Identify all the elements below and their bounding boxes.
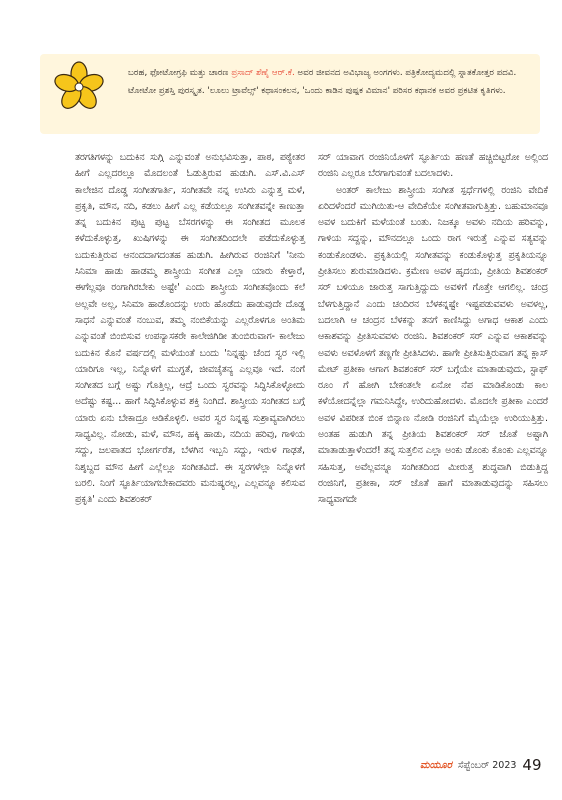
bio-text-before: ಬರಹ, ಫೋಟೋಗ್ರಫಿ ಮತ್ತು ಚಾರಣ: [128, 68, 232, 78]
article-column-left: [75, 150, 305, 509]
article-paragraph: ಅಂತರ್ ಕಾಲೇಜು ಶಾಸ್ತ್ರೀಯ ಸಂಗೀತ ಸ್ಪರ್ಧೆಗಳಲ್ಲಿ ರಂಜಿನಿ ವೇದಿಕೆ ಏರಿದಳೆಂದರೆ ಮುಗಿಯಿತು-ಆ ವೇದಿಕೆಯೇ ಸಂಗೀತವಾಗುತ್ತಿತ್ತು. ಬಹುಮಾನವೂ ಅವಳ ಬದುಕಿಗೆ ಮಳೆಯಂತೆ ಬಂತು. ನಿಜಕ್ಕೂ ಅವಳು ನದಿಯ ಹರಿವನ್ನು, ಗಾಳಿಯ ಸದ್ದನ್ನು, ಮೌನದಲ್ಲೂ ಒಂದು ರಾಗ ಇರುತ್ತೆ ಎನ್ನುವ ಸತ್ಯವನ್ನು ಕಂಡುಕೊಂಡಳು. ಪ್ರಕೃತಿಯಲ್ಲಿ ಸಂಗೀತವನ್ನು ಕಂಡುಕೊಳ್ಳುತ್ತ ಪ್ರಕೃತಿಯನ್ನೂ ಪ್ರೀತಿಸಲು ಶುರುಮಾಡಿದಳು. ಕ್ರಮೇಣ ಅವಳ ಹೃದಯ, ಪ್ರೀತಿಯ ಶಿವಶಂಕರ್ ಸರ್ ಬಳಿಯೂ ಜಾರುತ್ತ ಸಾಗುತ್ತಿದ್ದುದು ಅವಳಿಗೆ ಗೊತ್ತೇ ಆಗಲಿಲ್ಲ. ಚಂದ್ರ ಬೆಳಗುತ್ತಿದ್ದಾನೆ ಎಂದು ಚಂದಿರನ ಬೆಳಕನ್ನಷ್ಟೇ ಇಷ್ಟಪಡುವವಳು ಅವಳಲ್ಲ, ಬದಲಾಗಿ ಆ ಚಂದ್ರನ ಬೆಳಕನ್ನು ತನಗೆ ಕಾಣಿಸಿದ್ದು ಅಗಾಧ ಆಕಾಶ ಎಂದು ಆಕಾಶವನ್ನು ಪ್ರೀತಿಸುವವಳು ರಂಜಿನಿ. ಶಿವಶಂಕರ್ ಸರ್ ಎನ್ನುವ ಆಕಾಶವನ್ನು ಅವಳು ಅವಳೊಳಗೆ ತಣ್ಣಗೇ ಪ್ರೀತಿಸಿದಳು. ಹಾಗೇ ಪ್ರೀತಿಸುತ್ತಿರುವಾಗ ತನ್ನ ಕ್ಲಾಸ್ ಮೇಟ್ ಪ್ರತೀಕಾ ಆಗಾಗ ಶಿವಶಂಕರ್ ಸರ್ ಬಗ್ಗೆಯೇ ಮಾತಾಡುವುದು, ಸ್ಟಾಫ್ ರೂಂ ಗೆ ಹೋಗಿ ಬೇಕಂತಲೇ ಏನೋ ನೆಪ ಮಾಡಿಕೊಂಡು ಕಾಲ ಕಳೆಯೋದನ್ನೆಲ್ಲಾ ಗಮನಿಸಿದ್ದೇ, ಉರಿದುಹೋದಳು. ಮೊದಲೇ ಪ್ರತೀಕಾ ಎಂದರೆ ಅವಳ ವಿಪರೀತ ಬಿಂಕ ಬಿನ್ನಾಣ ನೋಡಿ ರಂಜಿನಿಗೆ ಮೈಯೆಲ್ಲಾ ಉರಿಯುತ್ತಿತ್ತು. ಅಂತಹ ಹುಡುಗಿ ತನ್ನ ಪ್ರೀತಿಯ ಶಿವಶಂಕರ್ ಸರ್ ಜೊತೆ ಅಷ್ಟಾಗಿ ಮಾತಾಡುತ್ತಾಳೆಂದರೆ! ತನ್ನ ಸುತ್ತಲಿನ ಎಲ್ಲಾ ಅಂಕು ಡೊಂಕು ಕೊಂಕು ಎಲ್ಲವನ್ನೂ ಸಹಿಸುತ್ತ, ಅವೆಲ್ಲವನ್ನೂ ಸಂಗೀತದಿಂದ ಮೀರುತ್ತ ಶುದ್ಧವಾಗಿ ಬಿಡುತ್ತಿದ್ದ ರಂಜಿನಿಗೆ, ಪ್ರತೀಕಾ, ಸರ್ ಜೊತೆ ಹಾಗೆ ಮಾತಾಡುವುದನ್ನು ಸಹಿಸಲು ಸಾಧ್ಯವಾಗದೇ: [318, 184, 548, 506]
article-column-right: [318, 150, 548, 509]
yellow-flower-icon: [52, 60, 106, 114]
author-bio-box: [40, 54, 540, 134]
bio-text-after: ಅವರ ಜೀವನದ ಅವಿಭಾಜ್ಯ ಅಂಗಗಳು. ಪತ್ರಿಕೋದ್ಯಮದಲ್ಲಿ ಸ್ನಾತಕೋತ್ತರ ಪದವಿ. ಟೋಟೋ ಪ್ರಶಸ್ತಿ ಪುರಸ್ಕೃತ. 'ಲೂಲು ಟ್ರಾವೆಲ್ಸ್' ಕಥಾಸಂಕಲನ, 'ಒಂದು ಕಾಡಿನ ಪುಷ್ಪಕ ವಿಮಾನ' ಪರಿಸರ ಕಥಾನಕ ಅವರ ಪ್ರಕಟಿತ ಕೃತಿಗಳು.: [128, 68, 517, 96]
article-paragraph: ಸರ್ ಯಾವಾಗ ರಂಜಿನಿಯೊಳಗೆ ಸ್ಫೂರ್ತಿಯ ಹಣತೆ ಹಚ್ಚಿಬಿಟ್ಟರೋ ಅಲ್ಲಿಂದ ರಂಜಿನಿ ಎಲ್ಲರೂ ಬೆರಗಾಗುವಂತೆ ಬದಲಾದಳು.: [318, 152, 548, 180]
page-number: 49: [522, 756, 542, 774]
author-bio-text: [128, 64, 528, 100]
article-paragraph: ತರಗತಿಗಳನ್ನು ಬದುಕಿನ ಸುಗ್ಗಿ ಎನ್ನುವಂತೆ ಅನುಭವಿಸುತ್ತಾ, ಪಾಠ, ಪಠ್ಯೇತರ ಹೀಗೆ ಎಲ್ಲದರಲ್ಲೂ ಮೊದಲಂತೆ ಓಡುತ್ತಿರುವ ಹುಡುಗಿ. ಎಸ್.ವಿ.ಎಸ್ ಕಾಲೇಜಿನ ದೊಡ್ಡ ಸಂಗೀತಗಾರ್ತಿ, ಸಂಗೀತವೇ ನನ್ನ ಉಸಿರು ಎನ್ನುತ್ತ ಮಳೆ, ಪ್ರಕೃತಿ, ಮೌನ, ನದಿ, ಕಡಲು ಹೀಗೆ ಎಲ್ಲ ಕಡೆಯಲ್ಲೂ ಸಂಗೀತವನ್ನೇ ಕಾಣುತ್ತಾ ತನ್ನ ಬದುಕಿನ ಪುಟ್ಟ ಪುಟ್ಟ ಬೆಸರಗಳನ್ನು ಈ ಸಂಗೀತದ ಮೂಲಕ ಕಳೆದುಕೊಳ್ಳುತ್ತ, ಖುಷಿಗಳನ್ನು ಈ ಸಂಗೀತದಿಂದಲೇ ಪಡೆದುಕೊಳ್ಳುತ್ತ ಬದುಕುತ್ತಿರುವ ಆನಂದದಾಗದಂತಹ ಹುಡುಗಿ. ಹೀಗಿರುವ ರಂಜಿನಿಗೆ 'ನೀನು ಸಿನಿಮಾ ಹಾಡು ಹಾಡಮ್ಮ ಶಾಸ್ತ್ರೀಯ ಸಂಗೀತ ಎಲ್ಲಾ ಯಾರು ಕೇಳ್ತಾರೆ, ಈಗೆಲ್ಲವೂ ರಂಗಾಗಿರಬೇಕು ಅಷ್ಟೇ' ಎಂದು ಶಾಸ್ತ್ರೀಯ ಸಂಗೀತವೊಂದು ಕಲೆ ಅಲ್ಲವೇ ಅಲ್ಲ, ಸಿನಿಮಾ ಹಾಡೊಂದನ್ನು ಉರು ಹೊಡೆದು ಹಾಡುವುದೇ ದೊಡ್ಡ ಸಾಧನೆ ಎನ್ನುವಂತೆ ನಂಬುವ, ತಮ್ಮ ನಂಬಿಕೆಯನ್ನು ಎಲ್ಲರೊಳಗೂ ಅಂತಿಮ ಎನ್ನುವಂತೆ ಬಿಂಬಿಸುವ ಉಪನ್ಯಾಸಕರೇ ಕಾಲೇಜಿಗಿಡೀ ತುಂಬಿರುವಾಗ- ಕಾಲೇಜು ಬದುಕಿನ ಕೊನೆ ವರ್ಷದಲ್ಲಿ ಮಳೆಯಂತೆ ಬಂದು 'ನಿನ್ನಷ್ಟು ಚೆಂದ ಸ್ವರ ಇಲ್ಲಿ ಯಾರಿಗೂ ಇಲ್ಲ, ನಿನ್ನೊಳಗೆ ಮುಗ್ಧತೆ, ಜೀವಚೈತನ್ಯ ಎಲ್ಲವೂ ಇದೆ. ನಂಗೆ ಸಂಗೀತದ ಬಗ್ಗೆ ಅಷ್ಟು ಗೊತ್ತಿಲ್ಲ, ಆದ್ರೆ ಒಂದು ಸ್ವರವನ್ನು ಸಿದ್ಧಿಸಿಕೊಳ್ಳೋದು ಅದೆಷ್ಟು ಕಷ್ಟ... ಹಾಗೆ ಸಿದ್ಧಿಸಿಕೊಳ್ಳುವ ಶಕ್ತಿ ನಿಂಗಿದೆ. ಶಾಸ್ತ್ರೀಯ ಸಂಗೀತದ ಬಗ್ಗೆ ಯಾರು ಏನು ಬೇಕಾದ್ರೂ ಆಡಿಕೊಳ್ಳಲಿ. ಅವರ ಸ್ವರ ನಿನ್ನಷ್ಟ ಸುಶ್ರಾವ್ಯವಾಗಿರಲು ಸಾಧ್ಯವಿಲ್ಲ. ನೋಡು, ಮಳೆ, ಮೌನ, ಹಕ್ಕಿ ಹಾಡು, ನದಿಯ ಹರಿವು, ಗಾಳಿಯ ಸದ್ದು, ಜಲಪಾತದ ಭೋರ್ಗರೆತ, ಬೆಳಗಿನ ಇಬ್ಬನಿ ಸದ್ದು, ಇರುಳ ಗಾಢತೆ, ನಿಶ್ಶಬ್ದದ ಮೌನ ಹೀಗೆ ಎಲ್ಲೆಲ್ಲೂ ಸಂಗೀತವಿದೆ. ಈ ಸ್ವರಗಳೆಲ್ಲಾ ನಿನ್ನೊಳಗೆ ಬರಲಿ. ನಿಂಗೆ ಸ್ಫೂರ್ತಿಯಾಗಬೇಕಾದವರು ಮನುಷ್ಯರಲ್ಲ, ಎಲ್ಲವನ್ನೂ ಕಲಿಸುವ ಪ್ರಕೃತಿ' ಎಂದು ಶಿವಶಂಕರ್: [75, 152, 305, 506]
magazine-logo: ಮಯೂರ: [420, 759, 452, 771]
author-name: ಪ್ರಸಾದ್ ಶೆಣೈ ಆರ್.ಕೆ.: [231, 68, 295, 78]
issue-date: ಸೆಪ್ಟೆಂಬರ್ 2023: [457, 759, 517, 771]
page-footer: [420, 754, 542, 776]
